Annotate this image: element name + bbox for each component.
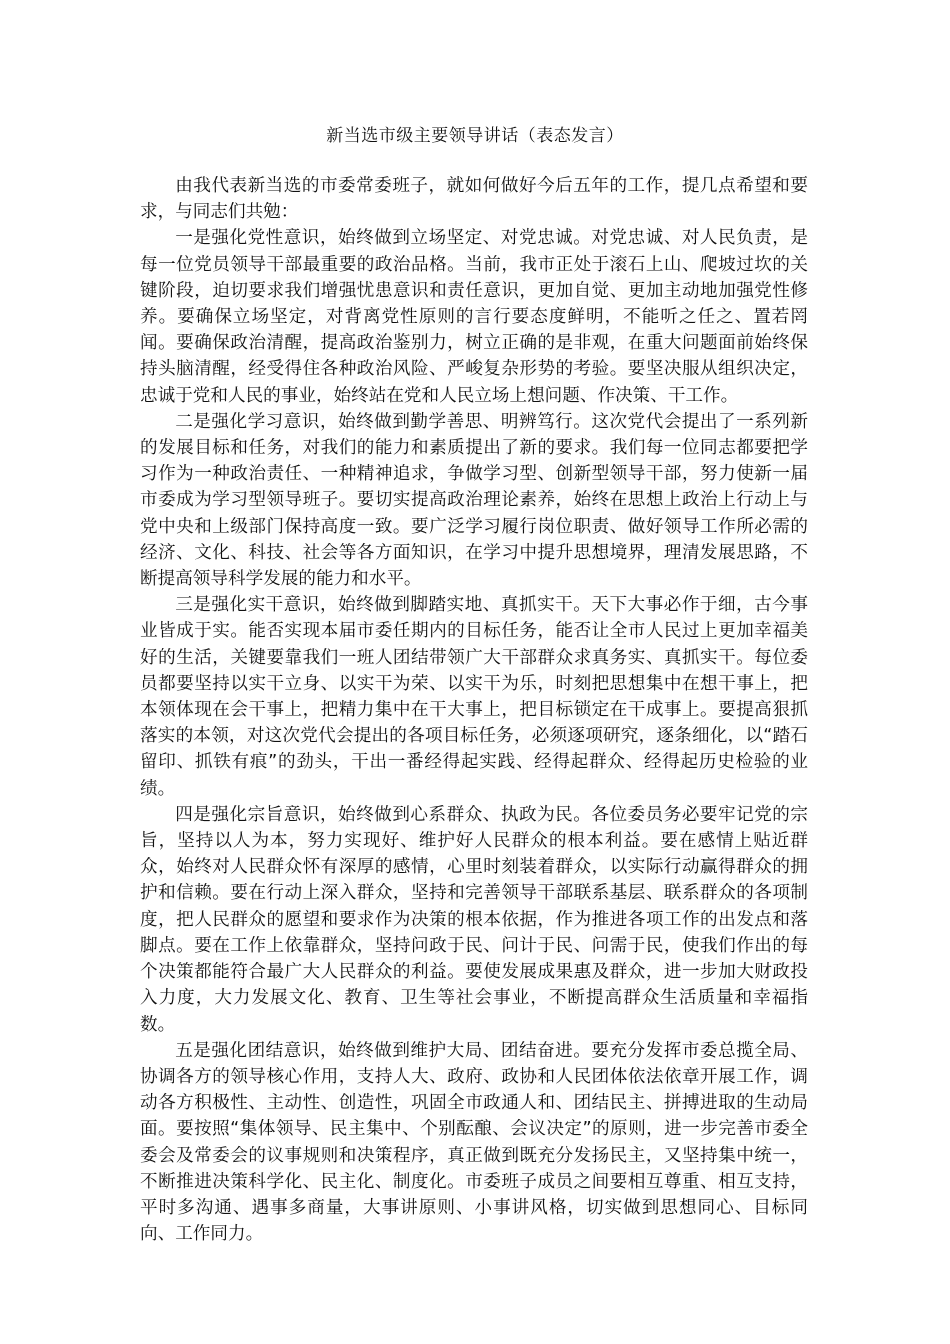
document-title: 新当选市级主要领导讲话（表态发言） — [326, 126, 624, 146]
paragraph-serving-people: 四是强化宗旨意识，始终做到心系群众、执政为民。各位委员务必要牢记党的宗旨，坚持以人为本，努力实现好、维护好人民群众的根本利益。要在感情上贴近群众，始终对人民群众怀有深厚的感情，心里时刻装着群众，以实际行动赢得群众的拥护和信赖。要在行动上深入群众，坚持和完善领导干部联系基层、联系群众的各项制度，把人民群众的愿望和要求作为决策的根本依据，作为推进各项工作的出发点和落脚点。要在工作上依靠群众，坚持问政于民、问计于民、问需于民，使我们作出的每个决策都能符合最广大人民群众的利益。要使发展成果惠及群众，进一步加大财政投入力度，大力发展文化、教育、卫生等社会事业，不断提高群众生活质量和幸福指数。 — [140, 804, 808, 1035]
paragraph-party-spirit: 一是强化党性意识，始终做到立场坚定、对党忠诚。对党忠诚、对人民负责，是每一位党员领导干部最重要的政治品格。当前，我市正处于滚石上山、爬坡过坎的关键阶段，迫切要求我们增强忧患意识和责任意识，更加自觉、更加主动地加强党性修养。要确保立场坚定，对背离党性原则的言行要态度鲜明，不能听之任之、置若罔闻。要确保政治清醒，提高政治鉴别力，树立正确的是非观，在重大问题面前始终保持头脑清醒，经受得住各种政治风险、严峻复杂形势的考验。要坚决服从组织决定，忠诚于党和人民的事业，始终站在党和人民立场上想问题、作决策、干工作。 — [140, 228, 808, 406]
paragraph-learning: 二是强化学习意识，始终做到勤学善思、明辨笃行。这次党代会提出了一系列新的发展目标和任务，对我们的能力和素质提出了新的要求。我们每一位同志都要把学习作为一种政治责任、一种精神追求，争做学习型、创新型领导干部，努力使新一届市委成为学习型领导班子。要切实提高政治理论素养，始终在思想上政治上行动上与党中央和上级部门保持高度一致。要广泛学习履行岗位职责、做好领导工作所必需的经济、文化、科技、社会等各方面知识，在学习中提升思想境界，理清发展思路，不断提高领导科学发展的能力和水平。 — [140, 411, 808, 590]
paragraph-intro: 由我代表新当选的市委常委班子，就如何做好今后五年的工作，提几点希望和要求，与同志们共勉： — [140, 176, 808, 223]
paragraph-unity: 五是强化团结意识，始终做到维护大局、团结奋进。要充分发挥市委总揽全局、协调各方的领导核心作用，支持人大、政府、政协和人民团体依法依章开展工作，调动各方积极性、主动性、创造性，巩固全市政通人和、团结民主、拼搏进取的生动局面。要按照“集体领导、民主集中、个别酝酿、会议决定”的原则，进一步完善市委全委会及常委会的议事规则和决策程序，真正做到既充分发扬民主，又坚持集中统一，不断推进决策科学化、民主化、制度化。市委班子成员之间要相互尊重、相互支持，平时多沟通、遇事多商量，大事讲原则、小事讲风格，切实做到思想同心、目标同向、工作同力。 — [140, 1040, 808, 1245]
document-body — [140, 173, 808, 1247]
paragraph-practical-work: 三是强化实干意识，始终做到脚踏实地、真抓实干。天下大事必作于细，古今事业皆成于实。能否实现本届市委任期内的目标任务，能否让全市人民过上更加幸福美好的生活，关键要靠我们一班人团结带领广大干部群众求真务实、真抓实干。每位委员都要坚持以实干立身、以实干为荣、以实干为乐，时刻把思想集中在想干事上，把本领体现在会干事上，把精力集中在干大事上，把目标锁定在干成事上。要提高狠抓落实的本领，对这次党代会提出的各项目标任务，必须逐项研究，逐条细化，以“踏石留印、抓铁有痕”的劲头，干出一番经得起实践、经得起群众、经得起历史检验的业绩。 — [140, 595, 808, 799]
